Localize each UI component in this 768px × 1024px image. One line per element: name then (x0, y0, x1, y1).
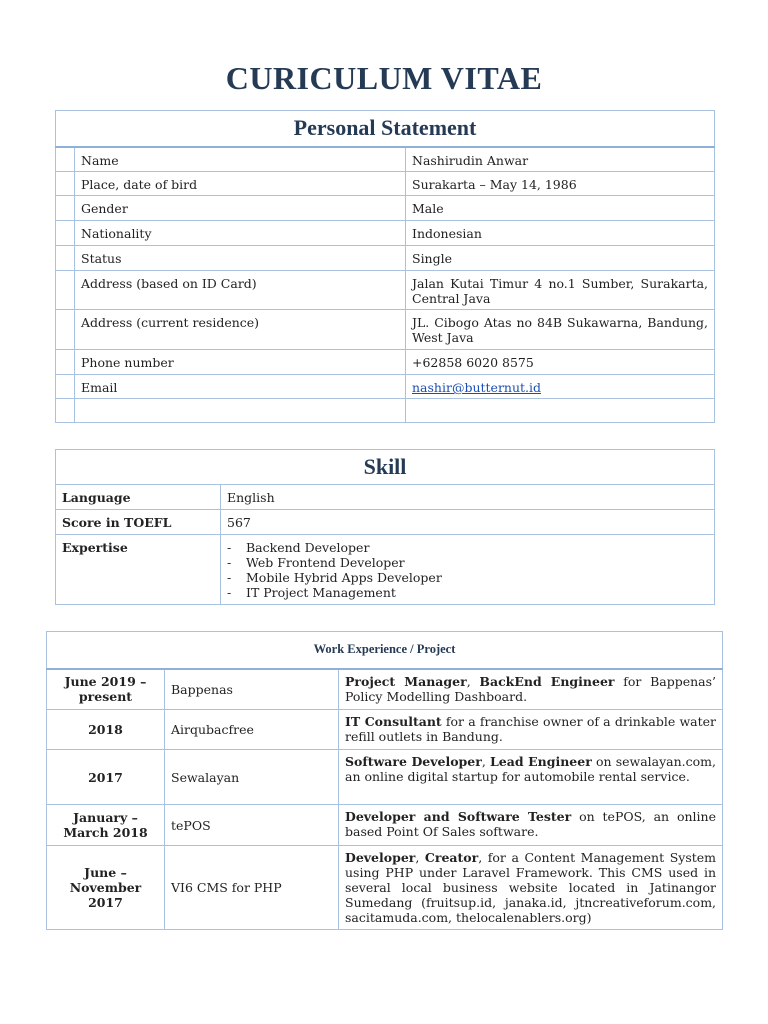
work-description: IT Consultant for a franchise owner of a drinkable water refill outlets in Bandung. (339, 710, 723, 750)
value-name: Nashirudin Anwar (406, 147, 715, 172)
label-address-current: Address (current residence) (75, 310, 406, 350)
value-phone: +62858 6020 8575 (406, 350, 715, 375)
label-email: Email (75, 375, 406, 399)
label-address-id: Address (based on ID Card) (75, 271, 406, 310)
work-organization: Sewalayan (165, 750, 339, 805)
label-birth: Place, date of bird (75, 172, 406, 196)
work-period: June 2019 – present (47, 669, 165, 710)
work-row (47, 846, 723, 930)
value-language: English (221, 485, 715, 510)
work-description: Developer, Creator, for a Content Management System using PHP under Laravel Framework. This CMS used in several local business website located in Jatinangor Sumedang (fruitsup.id, janaka.id, jtncreativeforum.com, sacitamuda.com, thelocalenablers.org) (339, 846, 723, 930)
work-row (47, 710, 723, 750)
label-status: Status (75, 246, 406, 271)
label-nationality: Nationality (75, 221, 406, 246)
work-row (47, 669, 723, 710)
personal-statement-heading: Personal Statement (56, 111, 715, 147)
email-link[interactable]: nashir@butternut.id (412, 380, 542, 395)
work-description: Project Manager, BackEnd Engineer for Bappenas’ Policy Modelling Dashboard. (339, 669, 723, 710)
skill-heading: Skill (56, 450, 715, 485)
work-row (47, 805, 723, 846)
label-toefl: Score in TOEFL (56, 510, 221, 535)
value-gender: Male (406, 196, 715, 221)
expertise-list (227, 540, 714, 600)
label-phone: Phone number (75, 350, 406, 375)
work-organization: tePOS (165, 805, 339, 846)
work-period: 2017 (47, 750, 165, 805)
expertise-item: - Mobile Hybrid Apps Developer (227, 570, 714, 585)
value-toefl: 567 (221, 510, 715, 535)
work-description: Software Developer, Lead Engineer on sewalayan.com, an online digital startup for automobile rental service. (339, 750, 723, 805)
work-description: Developer and Software Tester on tePOS, an online based Point Of Sales software. (339, 805, 723, 846)
work-period: January – March 2018 (47, 805, 165, 846)
empty-cell (75, 399, 406, 423)
expertise-item: - IT Project Management (227, 585, 714, 600)
label-gender: Gender (75, 196, 406, 221)
label-expertise: Expertise (56, 535, 221, 605)
work-experience-table (46, 631, 723, 930)
expertise-item: - Web Frontend Developer (227, 555, 714, 570)
work-organization: VI6 CMS for PHP (165, 846, 339, 930)
value-address-id: Jalan Kutai Timur 4 no.1 Sumber, Surakarta, Central Java (406, 271, 715, 310)
value-birth: Surakarta – May 14, 1986 (406, 172, 715, 196)
document-title: CURICULUM VITAE (225, 60, 543, 96)
work-row (47, 750, 723, 805)
skill-table (55, 449, 715, 605)
label-name: Name (75, 147, 406, 172)
personal-statement-table (55, 110, 715, 423)
value-address-current: JL. Cibogo Atas no 84B Sukawarna, Bandung, West Java (406, 310, 715, 350)
work-period: June – November 2017 (47, 846, 165, 930)
work-organization: Bappenas (165, 669, 339, 710)
work-organization: Airqubacfree (165, 710, 339, 750)
label-language: Language (56, 485, 221, 510)
value-status: Single (406, 246, 715, 271)
expertise-item: - Backend Developer (227, 540, 714, 555)
empty-cell (406, 399, 715, 423)
work-period: 2018 (47, 710, 165, 750)
work-experience-heading: Work Experience / Project (47, 632, 723, 669)
value-nationality: Indonesian (406, 221, 715, 246)
